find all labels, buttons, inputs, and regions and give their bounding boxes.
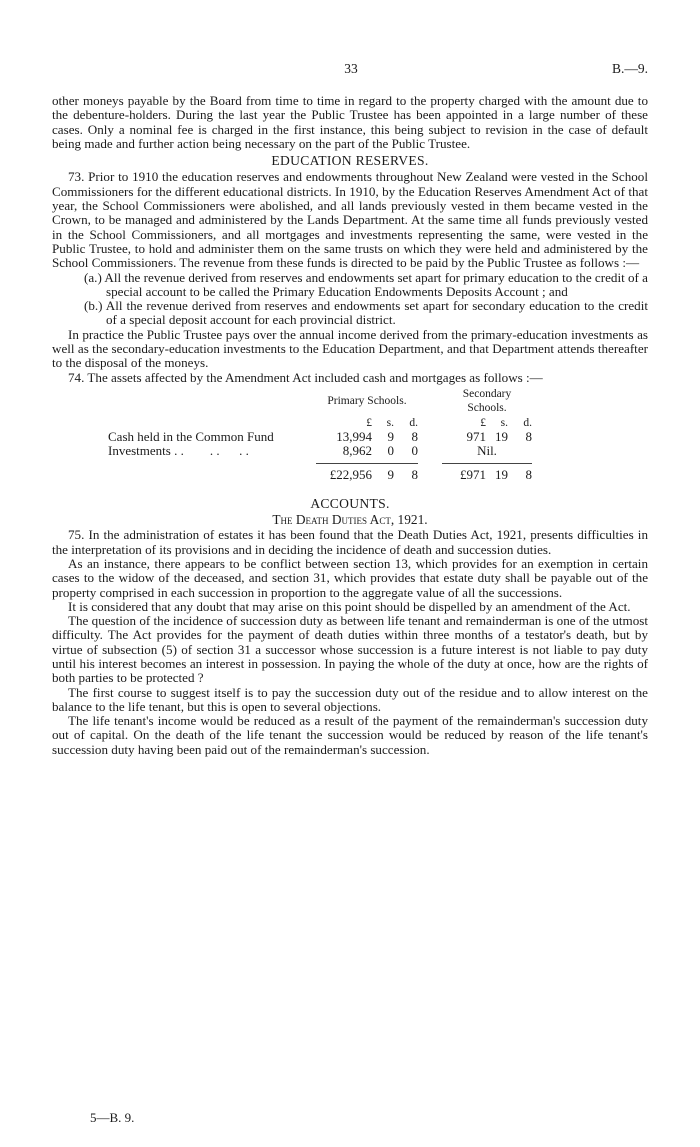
list-item-b: (b.) All the revenue derived from reserves and endowments set apart for secondary education to the credit of a special deposit account for each provincial district. bbox=[84, 298, 648, 328]
page-header bbox=[52, 62, 650, 80]
paragraph-74: 74. The assets affected by the Amendment Act included cash and mortgages as follows :— bbox=[68, 369, 543, 385]
unit-pence: d. bbox=[409, 416, 418, 429]
secondary-total-pence: 8 bbox=[525, 467, 532, 483]
secondary-shillings: 19 bbox=[495, 428, 508, 444]
primary-total-pounds: £22,956 bbox=[329, 467, 372, 483]
primary-shillings: 9 bbox=[387, 428, 394, 444]
primary-pence: 8 bbox=[411, 428, 418, 444]
table-row bbox=[108, 444, 532, 458]
secondary-total-pounds: £971 bbox=[460, 467, 486, 483]
secondary-nil-value: Nil. bbox=[477, 443, 497, 459]
paragraph-73: 73. Prior to 1910 the education reserves and endowments throughout New Zealand were vested in the School Commissioners for the different educational districts. In 1910, by the Education Reserves Amendment Act of that year, the School Commissioners were abolished, and all lands previously vested in them became vested in the Crown, to be managed and administered by the Lands Department. At the same time all funds previously vested in the School Commissioners, and all mortgages and investments representing the same, were vested in the Public Trustee, to hold and administer them on the same trusts on which they were held and administered by the School Commissioners. The revenue from these funds is directed to be paid by the Public Trustee as follows :— bbox=[52, 169, 648, 271]
assets-table-units bbox=[108, 416, 532, 430]
unit-pounds: £ bbox=[480, 416, 486, 429]
primary-shillings: 0 bbox=[387, 443, 394, 459]
primary-pounds: 13,994 bbox=[336, 428, 372, 444]
paragraph-dispelled: It is considered that any doubt that may arise on this point should be dispelled by an amendment of the Act. bbox=[68, 598, 631, 614]
secondary-pounds: 971 bbox=[466, 428, 486, 444]
primary-total-shillings: 9 bbox=[387, 467, 394, 483]
intro-paragraph: other moneys payable by the Board from time to time in regard to the property charged with the amount due to the debenture-holders. During the last year the Public Trustee has been appointed in a large number of these cases. Only a nominal fee is charged in the first instance, this being subject to revision in the case of default being made and further action being necessary on the part of the Public Trustee. bbox=[52, 93, 648, 151]
primary-pence: 0 bbox=[411, 443, 418, 459]
accounts-heading: ACCOUNTS. bbox=[310, 495, 390, 511]
page-number: 33 bbox=[344, 61, 358, 76]
table-row bbox=[108, 430, 532, 444]
primary-schools-header: Primary Schools. bbox=[327, 395, 407, 408]
table-total-row bbox=[108, 468, 532, 482]
row-label: Cash held in the Common Fund bbox=[108, 428, 274, 444]
secondary-schools-header: Secondary Schools. bbox=[462, 387, 512, 415]
paragraph-practice: In practice the Public Trustee pays over the annual income derived from the primary-education investments as well as the secondary-education investments to the Education Department, and that Department attends thereafter to the disposal of the moneys. bbox=[52, 326, 648, 371]
paragraph-75: 75. In the administration of estates it has been found that the Death Duties Act, 1921, presents difficulties in the interpretation of its provisions and in deciding the incidence of death and succession duties. bbox=[52, 527, 648, 557]
unit-shillings: s. bbox=[386, 416, 394, 429]
paragraph-first-course: The first course to suggest itself is to pay the succession duty out of the residue and to allow interest on the balance to the life tenant, but this is open to several objections. bbox=[52, 684, 648, 714]
assets-table-header bbox=[108, 387, 532, 416]
primary-pounds: 8,962 bbox=[342, 443, 372, 459]
document-reference: B.—9. bbox=[611, 61, 648, 76]
unit-shillings: s. bbox=[500, 416, 508, 429]
unit-pence: d. bbox=[523, 416, 532, 429]
secondary-pence: 8 bbox=[525, 428, 532, 444]
list-item-a: (a.) All the revenue derived from reserves and endowments set apart for primary education to the credit of a special account to be called the Primary Education Endowments Deposits Account ; and bbox=[84, 269, 648, 299]
education-reserves-heading: EDUCATION RESERVES. bbox=[271, 153, 429, 169]
paragraph-instance: As an instance, there appears to be conflict between section 13, which provides for an exemption in certain cases to the widow of the deceased, and section 31, which provides that estate duty shall be payable out of the property comprised in each succession in proportion to the aggregate value of all the successions. bbox=[52, 555, 648, 600]
primary-total-pence: 8 bbox=[411, 467, 418, 483]
unit-pounds: £ bbox=[366, 416, 372, 429]
row-label: Investments . . . . . . bbox=[108, 443, 249, 459]
assets-table bbox=[108, 387, 532, 483]
page-footer: 5—B. 9. bbox=[90, 1110, 135, 1125]
paragraph-life-tenant: The life tenant's income would be reduced as a result of the payment of the remainderman's succession duty out of capital. On the death of the life tenant the succession would be reduced by reason of the life tenant's succession duty having been paid out of the remainderman's succession. bbox=[52, 713, 648, 757]
primary-total-rule bbox=[316, 463, 418, 464]
secondary-total-shillings: 19 bbox=[495, 467, 508, 483]
secondary-total-rule bbox=[442, 463, 532, 464]
death-duties-subheading: The Death Duties Act, 1921. bbox=[272, 512, 428, 528]
document-body bbox=[52, 94, 648, 757]
paragraph-question: The question of the incidence of succession duty as between life tenant and remainderman is one of the utmost difficulty. The Act provides for the payment of death duties within three months of a testator's death, but by virtue of subsection (5) of section 31 a successor whose succession is a future interest is not liable to pay duty until his interest becomes an interest in possession. In paying the whole of the duty at once, how are the rights of both parties to be protected ? bbox=[52, 613, 648, 686]
